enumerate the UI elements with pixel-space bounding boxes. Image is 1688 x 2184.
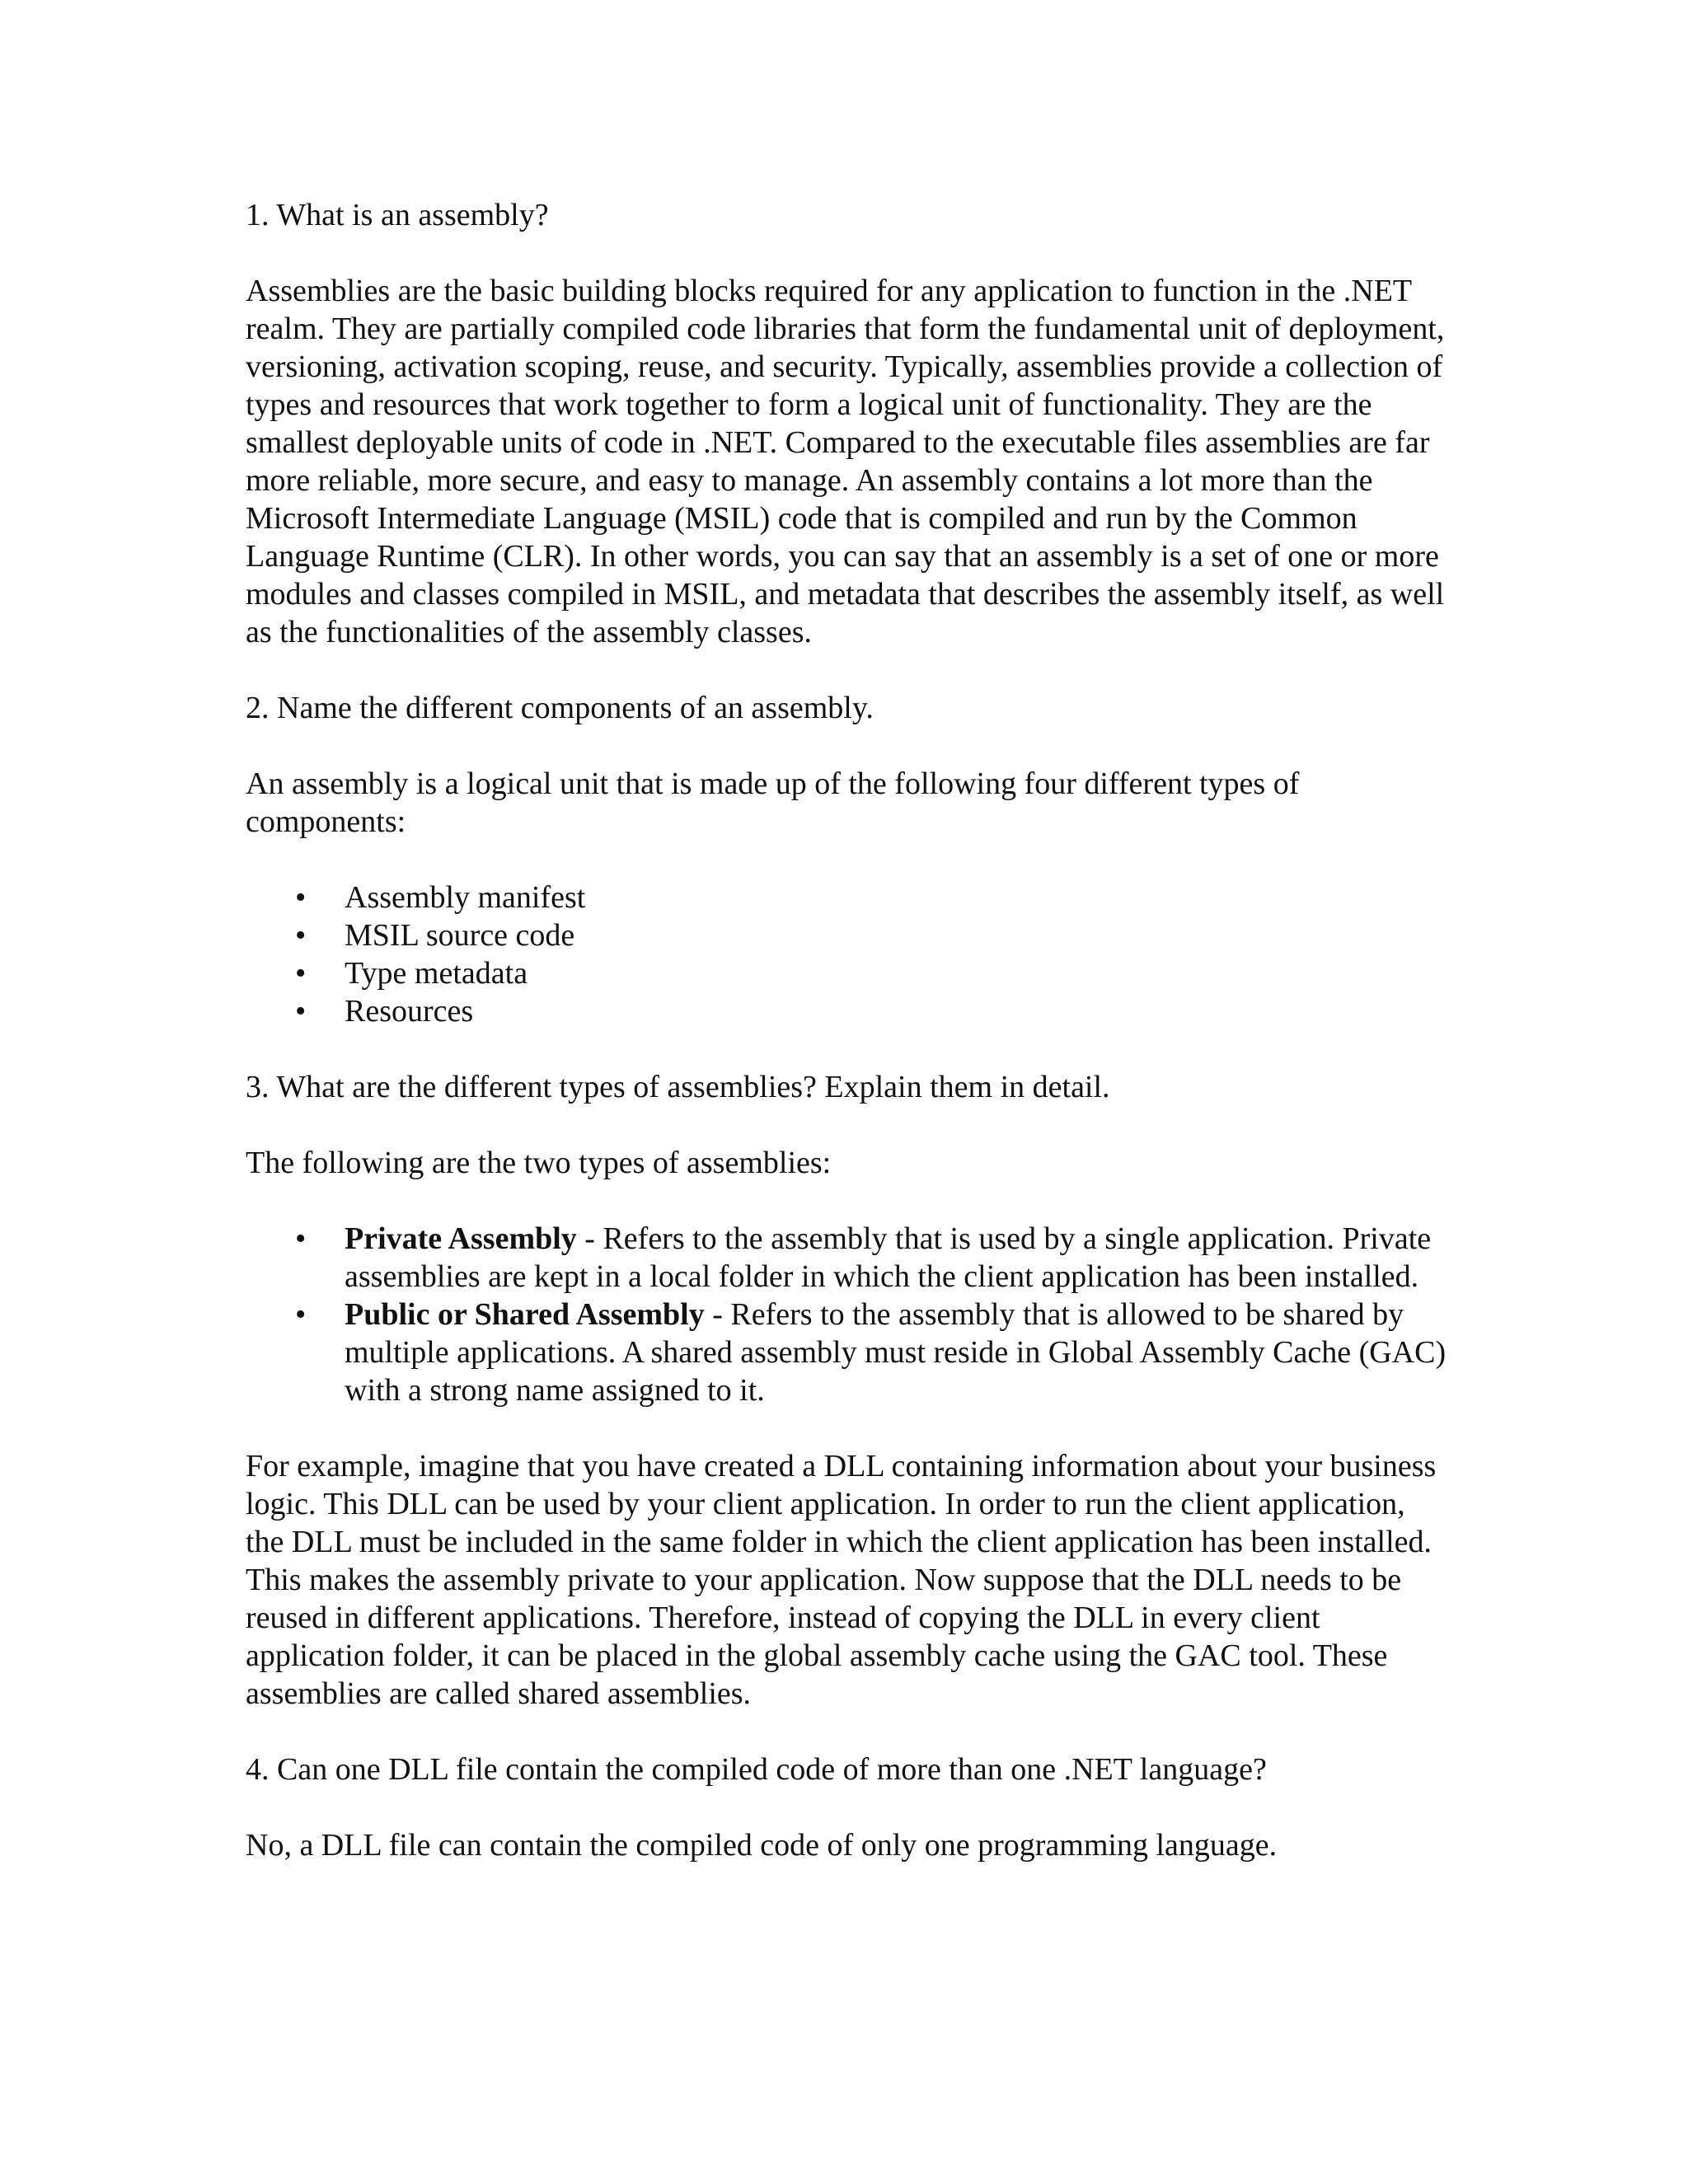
document-content <box>246 196 1449 1902</box>
assembly-types-list <box>246 1220 1449 1409</box>
question-3-intro: The following are the two types of assemblies: <box>246 1146 832 1180</box>
list-item: • MSIL source code <box>345 916 1449 954</box>
question-3-example: For example, imagine that you have created a DLL containing information about your business logic. This DLL can be used by your client application. In order to run the client application, the DLL must be included in the same folder in which the client application has been installed. This makes the assembly private to your application. Now suppose that the DLL needs to be reused in different applications. Therefore, instead of copying the DLL in every client application folder, it can be placed in the global assembly cache using the GAC tool. These assemblies are called shared assemblies. <box>246 1449 1437 1711</box>
list-item: • Assembly manifest <box>345 879 1449 916</box>
question-4-answer: No, a DLL file can contain the compiled code of only one programming language. <box>246 1828 1278 1863</box>
question-1-answer: Assemblies are the basic building blocks required for any application to function in the .NET realm. They are partially compiled code libraries that form the fundamental unit of deployment, versioning, activation scoping, reuse, and security. Typically, assemblies provide a collection of types and resources that work together to form a logical unit of functionality. They are the smallest deployable units of code in .NET. Compared to the executable files assemblies are far more reliable, more secure, and easy to manage. An assembly contains a lot more than the Microsoft Intermediate Language (MSIL) code that is compiled and run by the Common Language Runtime (CLR). In other words, you can say that an assembly is a set of one or more modules and classes compiled in MSIL, and metadata that describes the assembly itself, as well as the functionalities of the assembly classes. <box>246 274 1445 649</box>
question-2-intro: An assembly is a logical unit that is made up of the following four different types of components: <box>246 766 1300 839</box>
question-2-heading: 2. Name the different components of an assembly. <box>246 691 874 725</box>
term-private-assembly: Private Assembly <box>345 1221 577 1256</box>
list-item: • Type metadata <box>345 954 1449 992</box>
question-4-heading: 4. Can one DLL file contain the compiled code of more than one .NET language? <box>246 1752 1267 1787</box>
desc-shared-assembly: - Refers to the assembly that is allowed to be shared by multiple applications. A shared assembly must reside in Global Assembly Cache (GAC) with a strong name assigned to it. <box>345 1297 1447 1408</box>
term-shared-assembly: Public or Shared Assembly <box>345 1297 705 1332</box>
desc-private-assembly: - Refers to the assembly that is used by a single application. Private assemblies are kept in a local folder in which the client application has been installed. <box>345 1221 1432 1294</box>
question-1-heading: 1. What is an assembly? <box>246 198 549 232</box>
components-list <box>246 879 1449 1030</box>
list-item-private-assembly <box>345 1220 1449 1296</box>
list-item-shared-assembly <box>345 1296 1449 1409</box>
list-item: • Resources <box>345 992 1449 1030</box>
question-3-heading: 3. What are the different types of assemblies? Explain them in detail. <box>246 1070 1110 1104</box>
